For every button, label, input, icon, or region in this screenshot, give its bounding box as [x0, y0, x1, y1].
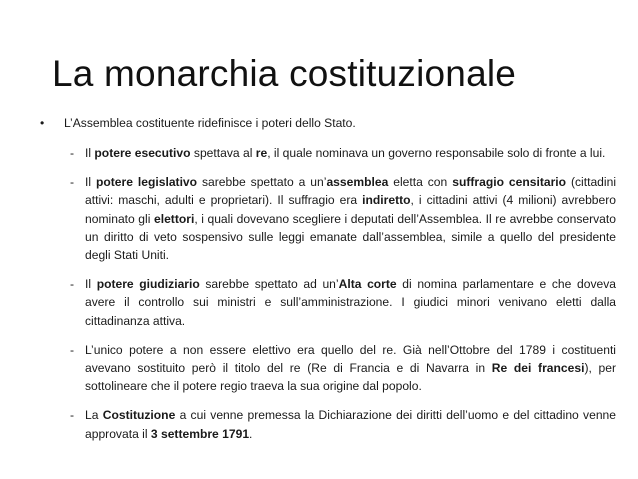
bold-text: Re dei francesi — [491, 361, 585, 376]
sub-bullet-text: eletta con — [388, 175, 453, 190]
main-bullet — [40, 114, 616, 132]
sub-bullet-text: ), per sottolineare che il potere regio traeva la sua origine dal popolo. — [85, 361, 616, 394]
sub-bullet-text: Il — [85, 277, 97, 292]
sub-bullet-text: . — [249, 426, 253, 441]
slide-title: La monarchia costituzionale — [52, 53, 517, 94]
bold-text: 3 settembre 1791 — [150, 426, 250, 441]
sub-bullet — [52, 173, 616, 264]
sub-bullet-text: di nomina parlamentare e che doveva avere il controllo sui ministri e sull’amministrazione. I giudici minori venivano eletti dalla cittadinanza attiva. — [85, 277, 616, 328]
sub-bullet-text: sarebbe spettato ad un’ — [199, 277, 339, 292]
sub-bullet-text: Il — [85, 175, 96, 190]
sub-bullet-text: La — [85, 408, 103, 423]
sub-bullet-marker: - — [70, 175, 75, 190]
bold-text: indiretto — [362, 193, 411, 208]
sub-bullet-marker: - — [70, 277, 75, 292]
bold-text: potere giudiziario — [96, 277, 200, 292]
sub-bullet-text: , i cittadini attivi (4 milioni) avrebbero nominato gli — [85, 193, 617, 226]
sub-bullet-marker: - — [70, 342, 75, 357]
sub-bullet — [52, 144, 616, 162]
main-bullet-text: L’Assemblea costituente ridefinisce i poteri dello Stato. — [64, 116, 356, 130]
sub-bullet-text: (cittadini attivi: maschi, adulti e proprietari). Il suffragio era — [85, 175, 617, 208]
bold-text: re — [255, 146, 268, 160]
sub-bullet-text: a cui venne premessa la Dichiarazione dei diritti dell’uomo e del cittadino venne approvata il — [85, 408, 617, 441]
bold-text: elettori — [153, 211, 195, 226]
sub-bullet-text: Il — [85, 146, 95, 160]
sub-bullet — [52, 275, 616, 330]
bold-text: suffragio censitario — [452, 175, 567, 190]
bold-text: potere legislativo — [96, 175, 198, 190]
sub-bullet-text: , i quali dovevano scegliere i deputati dell’Assemblea. Il re avrebbe conservato un diritto di veto sospensivo sulle leggi emanate dall’assemblea, simile a quello del presidente degli Stati Uniti. — [85, 211, 616, 263]
sub-bullet-text: spettava al — [190, 146, 256, 160]
sub-bullet-marker: - — [70, 408, 75, 423]
sub-bullet — [52, 406, 616, 442]
bold-text: potere esecutivo — [94, 146, 191, 160]
sub-bullet-text: , il quale nominava un governo responsabile solo di fronte a lui. — [267, 146, 606, 160]
bold-text: assemblea — [326, 175, 389, 190]
sub-bullet-text: L’unico potere a non essere elettivo era quello del re. Già nell’Ottobre del 1789 i costituenti avevano sostituito però il titolo del re (Re di Francia e di Navarra in — [85, 342, 616, 376]
sub-bullet-marker: - — [70, 146, 75, 160]
bullet-marker: • — [40, 116, 45, 130]
bold-text: Alta corte — [338, 277, 397, 292]
sub-bullet — [52, 341, 616, 396]
bold-text: Costituzione — [102, 408, 176, 423]
sub-bullet-list — [52, 144, 616, 443]
sub-bullet-text: sarebbe spettato a un’ — [197, 175, 327, 190]
